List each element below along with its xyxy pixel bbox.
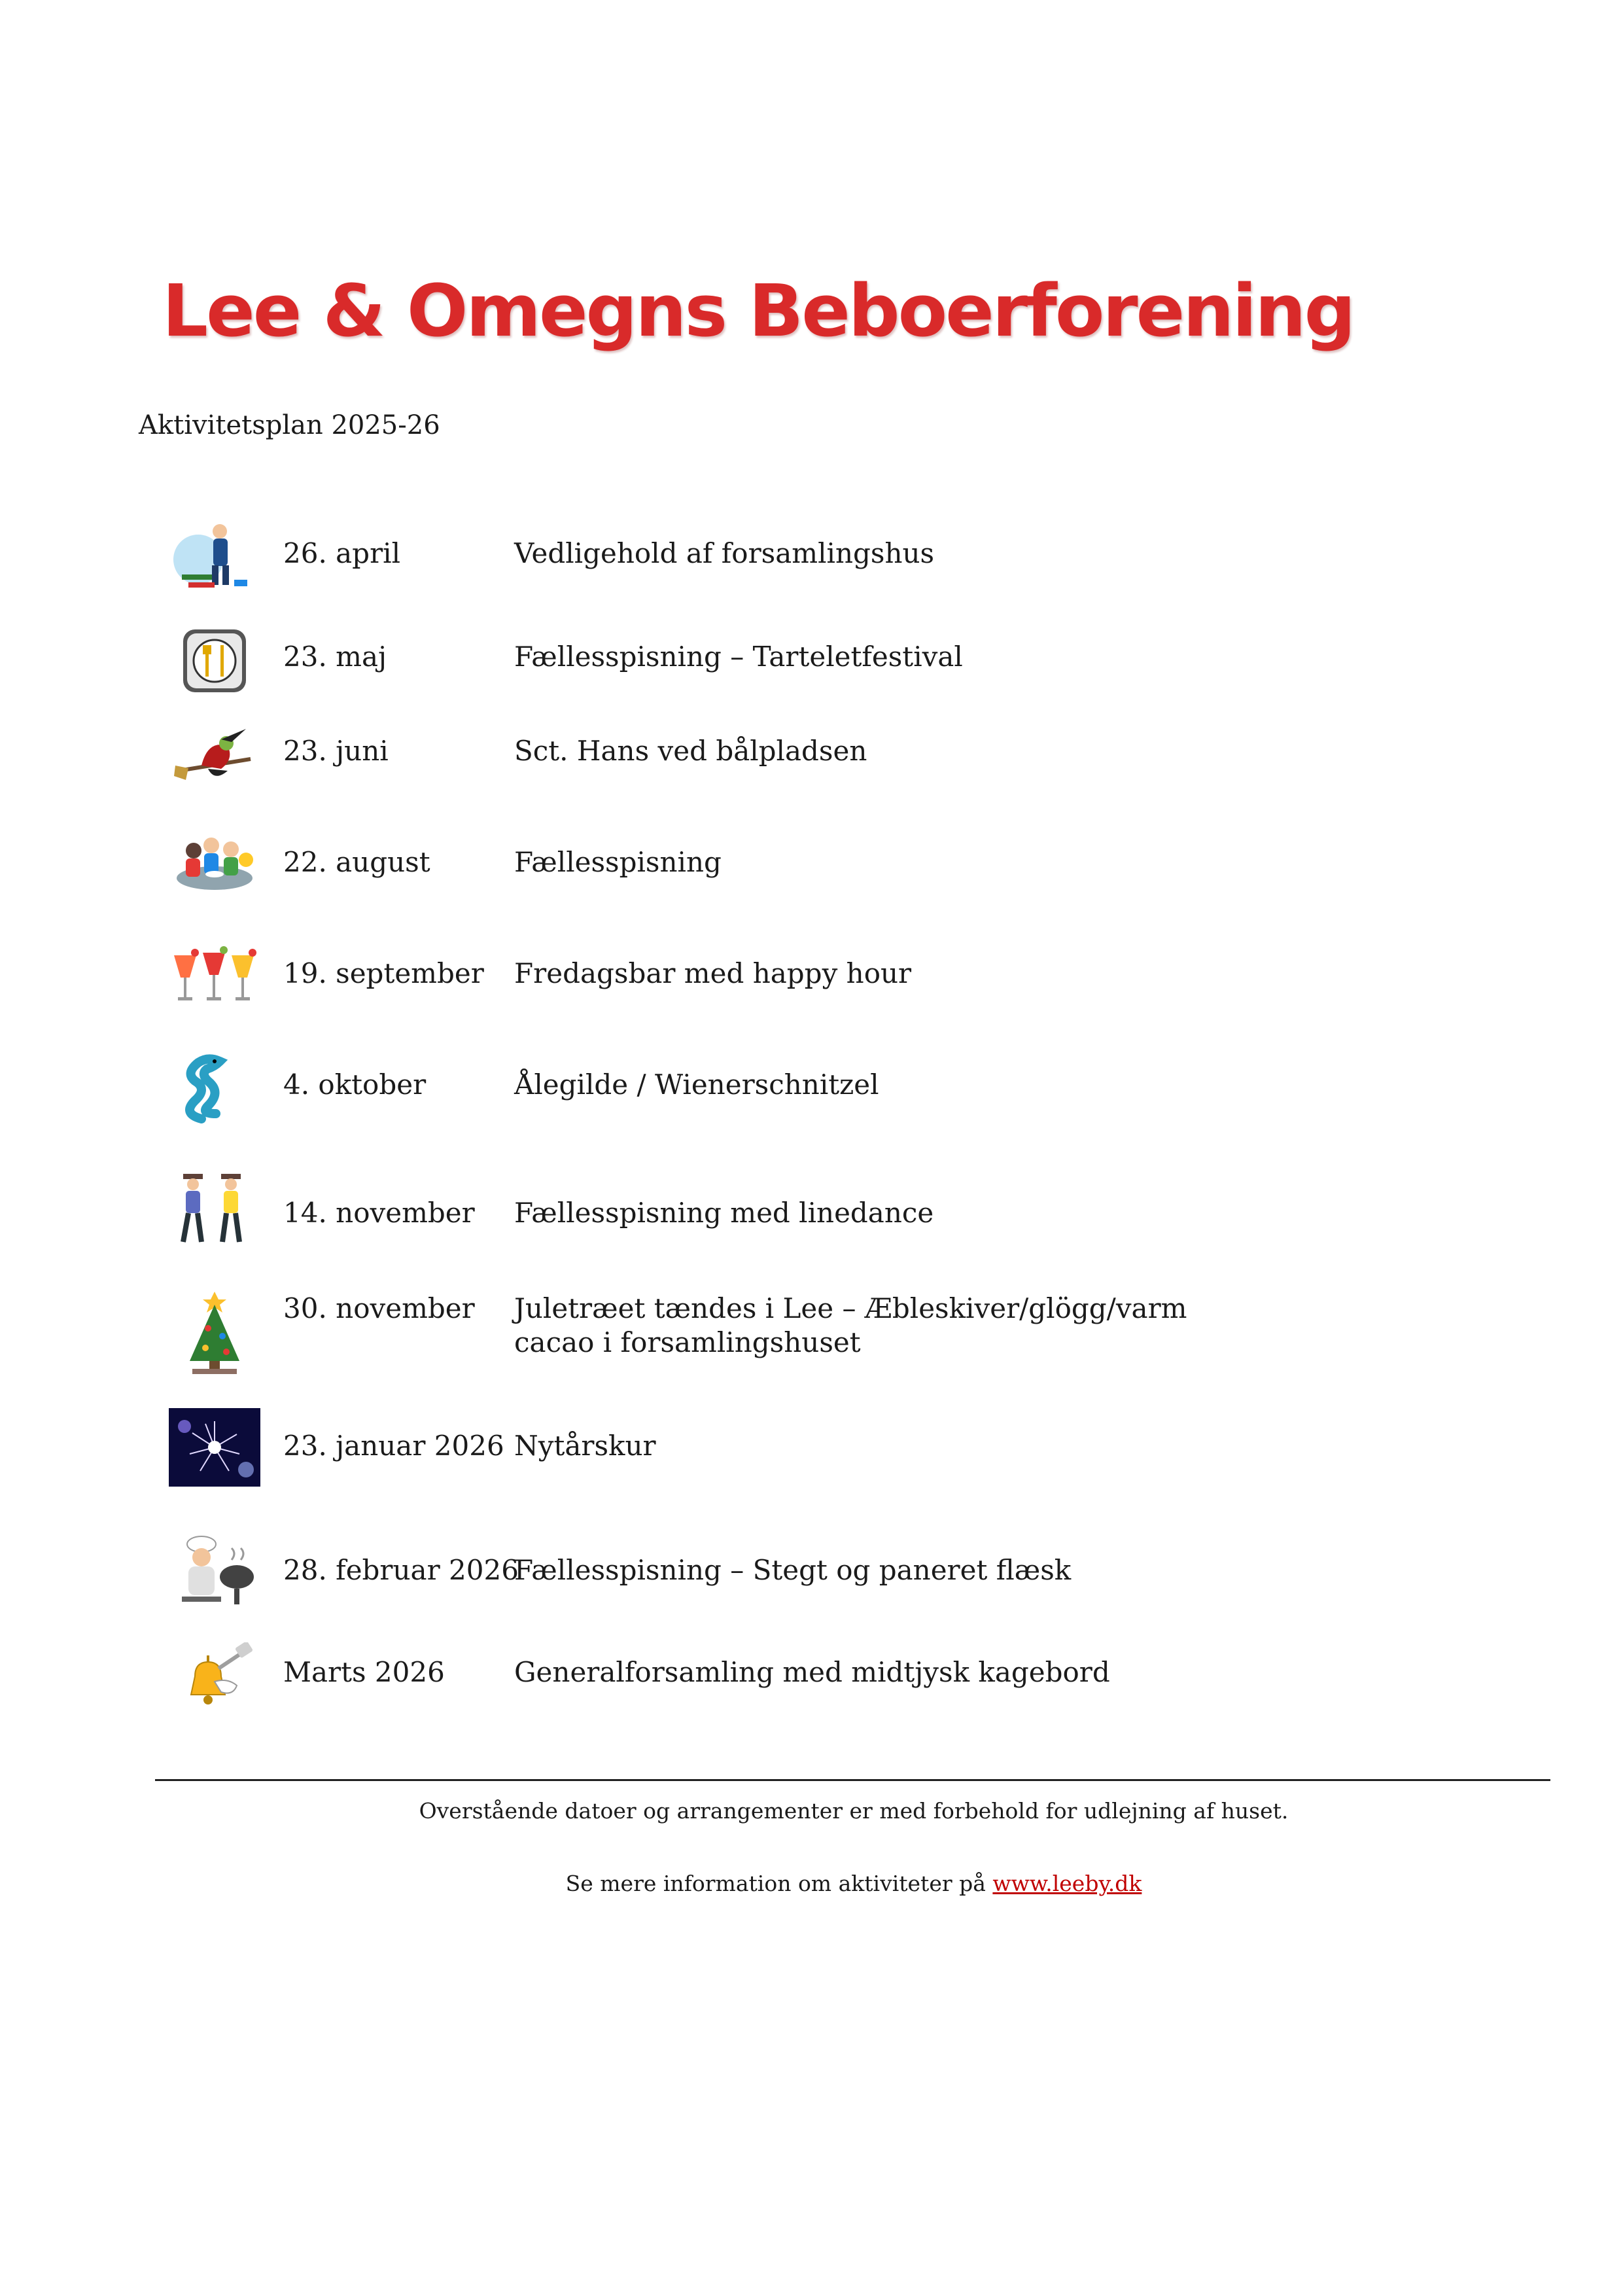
cocktails-icon bbox=[169, 937, 260, 1016]
footer-info bbox=[0, 1873, 1623, 1894]
activity-date: 28. februar 2026 bbox=[283, 1554, 519, 1586]
activity-description: Fællesspisning med linedance bbox=[514, 1197, 934, 1229]
footer-info-text: Se mere information om aktiviteter på bbox=[565, 1871, 993, 1896]
footer-disclaimer: Overstående datoer og arrangementer er med forbehold for udlejning af huset. bbox=[419, 1798, 1289, 1824]
activity-date: 23. maj bbox=[283, 641, 387, 673]
fireworks-icon bbox=[169, 1408, 260, 1487]
plan-subtitle: Aktivitetsplan 2025-26 bbox=[139, 410, 440, 440]
activity-description: Fredagsbar med happy hour bbox=[514, 957, 912, 989]
activity-date: 26. april bbox=[283, 537, 401, 569]
chef-grill-icon bbox=[169, 1534, 260, 1612]
witch-on-broom-icon bbox=[169, 720, 260, 798]
divider bbox=[155, 1779, 1550, 1781]
activity-description: Generalforsamling med midtjysk kagebord bbox=[514, 1656, 1110, 1688]
bell-gavel-icon bbox=[169, 1642, 260, 1721]
activity-date: 14. november bbox=[283, 1197, 475, 1229]
plate-cutlery-icon bbox=[169, 622, 260, 700]
activity-description: Fællesspisning – Tarteletfestival bbox=[514, 641, 963, 673]
activity-description: Juletræet tændes i Lee – Æbleskiver/glögg/varm cacao i forsamlingshuset bbox=[514, 1292, 1187, 1358]
activity-date: 22. august bbox=[283, 846, 430, 878]
christmas-tree-icon bbox=[169, 1289, 260, 1381]
people-dining-icon bbox=[169, 826, 260, 904]
activity-description: Fællesspisning bbox=[514, 846, 722, 878]
org-title: Lee & Omegns Beboerforening bbox=[162, 269, 1354, 353]
activity-description: Sct. Hans ved bålpladsen bbox=[514, 735, 867, 767]
activity-description: Vedligehold af forsamlingshus bbox=[514, 537, 935, 569]
activity-date: 23. juni bbox=[283, 735, 389, 767]
activity-description: Ålegilde / Wienerschnitzel bbox=[514, 1069, 879, 1101]
activity-date: 23. januar 2026 bbox=[283, 1430, 504, 1462]
activity-date: Marts 2026 bbox=[283, 1656, 445, 1688]
eel-icon bbox=[169, 1048, 260, 1127]
website-link[interactable]: www.leeby.dk bbox=[992, 1871, 1142, 1896]
activity-date: 4. oktober bbox=[283, 1069, 427, 1101]
activity-date: 30. november bbox=[283, 1292, 475, 1324]
activity-description: Fællesspisning – Stegt og paneret flæsk bbox=[514, 1554, 1072, 1586]
maintenance-worker-icon bbox=[169, 517, 260, 595]
activity-date: 19. september bbox=[283, 957, 484, 989]
activity-description: Nytårskur bbox=[514, 1430, 656, 1462]
line-dancers-icon bbox=[169, 1171, 260, 1250]
